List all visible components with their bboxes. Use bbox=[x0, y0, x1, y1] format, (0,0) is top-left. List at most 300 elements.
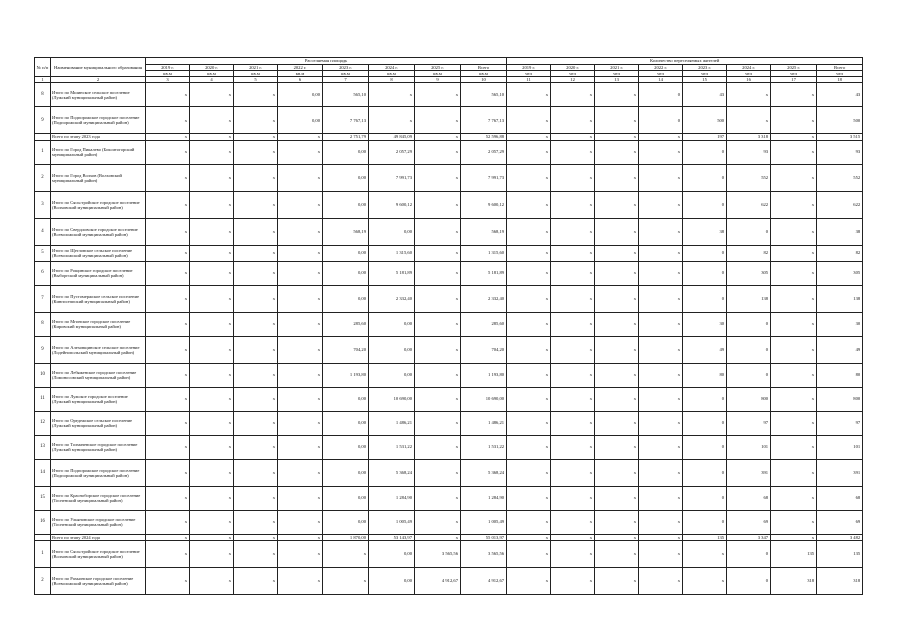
row-value: x bbox=[278, 459, 323, 486]
row-value: x bbox=[146, 534, 190, 540]
row-value: x bbox=[190, 107, 234, 134]
row-value: 800 bbox=[817, 387, 863, 411]
header-year: 2022 г. bbox=[639, 65, 683, 71]
row-value: x bbox=[639, 134, 683, 140]
row-value: 30 bbox=[817, 312, 863, 336]
header-column-number: 10 bbox=[461, 77, 507, 83]
header-column-number: 8 bbox=[369, 77, 415, 83]
row-index: 2 bbox=[35, 567, 51, 594]
row-value: 1 005,49 bbox=[369, 510, 415, 534]
header-year: 2025 г. bbox=[771, 65, 817, 71]
row-value: x bbox=[507, 140, 551, 164]
row-value: x bbox=[551, 510, 595, 534]
row-value: x bbox=[415, 534, 461, 540]
row-value: 0 bbox=[683, 486, 727, 510]
row-value: 43 bbox=[817, 83, 863, 107]
row-value: x bbox=[551, 245, 595, 261]
header-year: 2024 г. bbox=[369, 65, 415, 71]
row-value: x bbox=[146, 107, 190, 134]
row-name: Итого по Щегловское сельское поселение (Всеволожский муниципальный район) bbox=[51, 245, 146, 261]
row-value: x bbox=[507, 218, 551, 245]
row-value: 0,00 bbox=[369, 567, 415, 594]
row-value: x bbox=[146, 83, 190, 107]
header-column-number: 13 bbox=[595, 77, 639, 83]
row-value: x bbox=[639, 567, 683, 594]
row-value: x bbox=[595, 164, 639, 191]
row-value: x bbox=[369, 83, 415, 107]
row-value: x bbox=[595, 435, 639, 459]
header-year: 2020 г. bbox=[551, 65, 595, 71]
row-value: 7 991,73 bbox=[369, 164, 415, 191]
row-value: 68 bbox=[817, 486, 863, 510]
row-value: 3 318 bbox=[727, 134, 771, 140]
header-year: 2022 г. bbox=[278, 65, 323, 71]
row-name: Итого по Алеховщинское сельское поселение (Лодейнопольский муниципальный район) bbox=[51, 336, 146, 363]
header-year: 2024 г. bbox=[727, 65, 771, 71]
row-value: x bbox=[595, 218, 639, 245]
row-value: x bbox=[190, 534, 234, 540]
row-value: 1 284,90 bbox=[369, 486, 415, 510]
table-row bbox=[35, 540, 863, 567]
header-column-number: 14 bbox=[639, 77, 683, 83]
row-value: x bbox=[683, 540, 727, 567]
header-year: 2020 г. bbox=[190, 65, 234, 71]
row-index: 2 bbox=[35, 164, 51, 191]
row-value: x bbox=[595, 83, 639, 107]
row-value: 1 315,60 bbox=[369, 245, 415, 261]
row-value: x bbox=[190, 336, 234, 363]
row-index: 12 bbox=[35, 411, 51, 435]
row-value: 0 bbox=[683, 435, 727, 459]
row-name: Итого по Лебяженское городское поселение (Ломоносовский муниципальный район) bbox=[51, 363, 146, 387]
header-unit: чел bbox=[683, 71, 727, 77]
row-value: x bbox=[234, 336, 278, 363]
header-unit: чел bbox=[727, 71, 771, 77]
row-value: x bbox=[234, 459, 278, 486]
row-value: 391 bbox=[727, 459, 771, 486]
row-value: x bbox=[595, 459, 639, 486]
row-value: x bbox=[278, 435, 323, 459]
row-value: 10 690,00 bbox=[461, 387, 507, 411]
row-value: x bbox=[278, 567, 323, 594]
row-value: 0 bbox=[727, 336, 771, 363]
row-value: x bbox=[595, 285, 639, 312]
row-value: x bbox=[278, 363, 323, 387]
row-value: x bbox=[595, 107, 639, 134]
header-column-number: 5 bbox=[234, 77, 278, 83]
header-year: 2021 г. bbox=[595, 65, 639, 71]
row-value: 135 bbox=[683, 534, 727, 540]
row-value: 3 515 bbox=[817, 134, 863, 140]
row-value: x bbox=[771, 387, 817, 411]
row-value: x bbox=[551, 387, 595, 411]
row-value: 552 bbox=[727, 164, 771, 191]
row-value: x bbox=[771, 411, 817, 435]
row-value: 10 690,00 bbox=[369, 387, 415, 411]
row-index: 8 bbox=[35, 83, 51, 107]
row-value: 0 bbox=[727, 312, 771, 336]
row-value: x bbox=[727, 107, 771, 134]
row-value: x bbox=[415, 411, 461, 435]
header-unit: чел bbox=[771, 71, 817, 77]
row-value: x bbox=[595, 336, 639, 363]
row-value: x bbox=[323, 540, 369, 567]
header-unit: чел bbox=[507, 71, 551, 77]
row-value: x bbox=[190, 245, 234, 261]
row-value: 0 bbox=[683, 245, 727, 261]
row-value: 0 bbox=[683, 285, 727, 312]
row-value: x bbox=[146, 363, 190, 387]
row-value: 5 368,24 bbox=[461, 459, 507, 486]
row-value: 318 bbox=[817, 567, 863, 594]
row-value: x bbox=[551, 435, 595, 459]
row-value: 9 600,12 bbox=[369, 191, 415, 218]
header-column-number: 16 bbox=[727, 77, 771, 83]
row-value: x bbox=[639, 336, 683, 363]
row-value: 197 bbox=[683, 134, 727, 140]
row-value: x bbox=[551, 567, 595, 594]
header-unit: кв.м bbox=[369, 71, 415, 77]
row-value: x bbox=[234, 567, 278, 594]
row-value: x bbox=[190, 164, 234, 191]
row-value: 305 bbox=[727, 261, 771, 285]
table-body bbox=[35, 83, 863, 594]
row-value: x bbox=[639, 363, 683, 387]
row-value: x bbox=[234, 387, 278, 411]
row-value: x bbox=[771, 459, 817, 486]
row-value: 68 bbox=[727, 486, 771, 510]
header-unit: чел bbox=[817, 71, 863, 77]
header-column-number: 15 bbox=[683, 77, 727, 83]
header-year: Всего bbox=[817, 65, 863, 71]
header-year: 2021 г. bbox=[234, 65, 278, 71]
row-value: 1 486,21 bbox=[461, 411, 507, 435]
row-index: 1 bbox=[35, 540, 51, 567]
row-value: x bbox=[595, 567, 639, 594]
header-unit: кв.м bbox=[415, 71, 461, 77]
row-value: 0 bbox=[727, 218, 771, 245]
row-value: 0,00 bbox=[369, 363, 415, 387]
row-value: 1 005,49 bbox=[461, 510, 507, 534]
row-value: x bbox=[278, 191, 323, 218]
resettlement-table bbox=[34, 57, 863, 595]
row-value: x bbox=[234, 218, 278, 245]
row-value: x bbox=[551, 261, 595, 285]
row-value: 565,10 bbox=[461, 83, 507, 107]
row-value: x bbox=[639, 486, 683, 510]
row-value: x bbox=[639, 191, 683, 218]
row-value: x bbox=[278, 534, 323, 540]
header-people-group: Количество переселяемых жителей bbox=[507, 58, 863, 65]
row-index: 1 bbox=[35, 140, 51, 164]
row-value: x bbox=[190, 83, 234, 107]
row-value: 2 751,79 bbox=[323, 134, 369, 140]
row-name: Итого по Ульяновское городское поселение (Тосненский муниципальный район) bbox=[51, 510, 146, 534]
row-value: x bbox=[278, 336, 323, 363]
header-unit: чел bbox=[639, 71, 683, 77]
row-value: x bbox=[146, 387, 190, 411]
row-value: 38 bbox=[817, 218, 863, 245]
row-name: Итого по Подпорожское городское поселение (Подпорожский муниципальный район) bbox=[51, 459, 146, 486]
row-value: x bbox=[771, 285, 817, 312]
row-value: x bbox=[595, 510, 639, 534]
row-value: x bbox=[595, 540, 639, 567]
row-value: 69 bbox=[817, 510, 863, 534]
row-value: x bbox=[771, 510, 817, 534]
row-value: x bbox=[146, 245, 190, 261]
row-value: x bbox=[771, 164, 817, 191]
table-row bbox=[35, 83, 863, 107]
row-value: 0,00 bbox=[323, 459, 369, 486]
row-value: 1 193,80 bbox=[323, 363, 369, 387]
row-value: x bbox=[146, 134, 190, 140]
row-value: 1 531,22 bbox=[461, 435, 507, 459]
row-value: x bbox=[683, 567, 727, 594]
row-value: x bbox=[551, 459, 595, 486]
row-value: x bbox=[234, 164, 278, 191]
row-value: x bbox=[234, 486, 278, 510]
row-value: x bbox=[415, 164, 461, 191]
row-value: x bbox=[146, 459, 190, 486]
row-value: x bbox=[278, 218, 323, 245]
row-value: x bbox=[771, 107, 817, 134]
header-unit: чел bbox=[595, 71, 639, 77]
row-index: 3 bbox=[35, 191, 51, 218]
row-value: 1 870,00 bbox=[323, 534, 369, 540]
row-value: x bbox=[278, 245, 323, 261]
row-value: x bbox=[278, 140, 323, 164]
row-value: x bbox=[278, 510, 323, 534]
row-value: x bbox=[369, 107, 415, 134]
table-row bbox=[35, 336, 863, 363]
row-value: 0 bbox=[683, 411, 727, 435]
row-value: 0,00 bbox=[323, 285, 369, 312]
row-value: 49 845,09 bbox=[369, 134, 415, 140]
row-value: 800 bbox=[727, 387, 771, 411]
row-value: x bbox=[551, 191, 595, 218]
row-value: 565,10 bbox=[323, 83, 369, 107]
row-value: x bbox=[146, 191, 190, 218]
row-name: Итого по Сясьстройское городское поселение (Волховский муниципальный район) bbox=[51, 540, 146, 567]
row-index: 7 bbox=[35, 285, 51, 312]
header-area-group: Расселяемая площадь bbox=[146, 58, 507, 65]
row-value: x bbox=[190, 261, 234, 285]
row-value: x bbox=[507, 411, 551, 435]
row-value: x bbox=[190, 191, 234, 218]
row-value: x bbox=[415, 261, 461, 285]
row-value: x bbox=[507, 245, 551, 261]
row-value: 93 bbox=[727, 140, 771, 164]
row-value: 391 bbox=[817, 459, 863, 486]
row-value: 3 565,56 bbox=[415, 540, 461, 567]
row-value: 135 bbox=[771, 540, 817, 567]
row-value: x bbox=[415, 191, 461, 218]
row-value: x bbox=[146, 411, 190, 435]
row-value: x bbox=[278, 164, 323, 191]
row-value: x bbox=[278, 411, 323, 435]
row-value: 1 284,90 bbox=[461, 486, 507, 510]
row-value: x bbox=[507, 540, 551, 567]
row-value: 82 bbox=[817, 245, 863, 261]
row-value: 0,00 bbox=[323, 411, 369, 435]
row-value: x bbox=[234, 107, 278, 134]
row-value: x bbox=[234, 285, 278, 312]
row-index: 16 bbox=[35, 510, 51, 534]
header-year: 2019 г. bbox=[507, 65, 551, 71]
row-value: x bbox=[727, 83, 771, 107]
row-value: x bbox=[639, 510, 683, 534]
row-name: Итого по Красноборское городское поселение (Тосненский муниципальный район) bbox=[51, 486, 146, 510]
row-value: 0 bbox=[683, 387, 727, 411]
header-unit: кв.м bbox=[278, 71, 323, 77]
row-value: x bbox=[234, 261, 278, 285]
row-value: x bbox=[146, 285, 190, 312]
row-value: 43 bbox=[683, 83, 727, 107]
row-value: x bbox=[639, 140, 683, 164]
row-name: Итого по Оредежское сельское поселение (Лужский муниципальный район) bbox=[51, 411, 146, 435]
row-value: 0,00 bbox=[369, 218, 415, 245]
row-value: 69 bbox=[727, 510, 771, 534]
row-value: 0,00 bbox=[278, 107, 323, 134]
header-column-number: 3 bbox=[146, 77, 190, 83]
row-value: x bbox=[771, 363, 817, 387]
table-row bbox=[35, 107, 863, 134]
row-value: 0 bbox=[683, 164, 727, 191]
row-value: x bbox=[595, 245, 639, 261]
row-value: 500 bbox=[683, 107, 727, 134]
row-value: 318 bbox=[771, 567, 817, 594]
row-value: 622 bbox=[727, 191, 771, 218]
table-row bbox=[35, 285, 863, 312]
row-value: x bbox=[278, 312, 323, 336]
row-value: x bbox=[551, 336, 595, 363]
row-value: x bbox=[771, 435, 817, 459]
row-value: x bbox=[507, 435, 551, 459]
row-value: 82 bbox=[727, 245, 771, 261]
row-value: x bbox=[595, 363, 639, 387]
row-value: 101 bbox=[727, 435, 771, 459]
row-value: x bbox=[190, 218, 234, 245]
row-index: 13 bbox=[35, 435, 51, 459]
header-column-number: 18 bbox=[817, 77, 863, 83]
row-value: 49 bbox=[817, 336, 863, 363]
row-value: x bbox=[190, 411, 234, 435]
row-value: x bbox=[234, 411, 278, 435]
row-value: x bbox=[234, 245, 278, 261]
row-value: x bbox=[278, 261, 323, 285]
row-value: x bbox=[771, 534, 817, 540]
row-value: x bbox=[551, 285, 595, 312]
row-index: 4 bbox=[35, 218, 51, 245]
row-value: x bbox=[771, 140, 817, 164]
row-value: 49 bbox=[683, 336, 727, 363]
row-value: x bbox=[415, 140, 461, 164]
row-name: Итого по Мгинское городское поселение (Кировский муниципальный район) bbox=[51, 312, 146, 336]
row-value: 0,00 bbox=[369, 540, 415, 567]
row-name: Итого по Рахьинское городское поселение (Всеволожский муниципальный район) bbox=[51, 567, 146, 594]
row-value: 0,00 bbox=[278, 83, 323, 107]
row-value: x bbox=[507, 363, 551, 387]
row-value: x bbox=[146, 567, 190, 594]
row-value: 135 bbox=[817, 540, 863, 567]
header-year: 2025 г. bbox=[415, 65, 461, 71]
table-row bbox=[35, 363, 863, 387]
row-value: x bbox=[639, 540, 683, 567]
table-row bbox=[35, 387, 863, 411]
header-name: Наименование муниципального образования bbox=[51, 58, 146, 77]
row-value: x bbox=[507, 83, 551, 107]
row-value: x bbox=[551, 164, 595, 191]
row-value: x bbox=[234, 312, 278, 336]
header-unit: чел bbox=[551, 71, 595, 77]
row-value: 97 bbox=[817, 411, 863, 435]
row-value: x bbox=[551, 363, 595, 387]
row-value: x bbox=[771, 312, 817, 336]
row-value: x bbox=[507, 134, 551, 140]
row-value: 3 347 bbox=[727, 534, 771, 540]
row-value: x bbox=[234, 83, 278, 107]
row-value: 0 bbox=[683, 261, 727, 285]
row-value: x bbox=[639, 387, 683, 411]
row-name: Итого по Рощинское городское поселение (Выборгский муниципальный район) bbox=[51, 261, 146, 285]
row-value: 704,20 bbox=[323, 336, 369, 363]
row-value: x bbox=[771, 336, 817, 363]
header-unit: кв.м bbox=[190, 71, 234, 77]
row-value: 0,00 bbox=[323, 387, 369, 411]
table-row bbox=[35, 567, 863, 594]
row-value: x bbox=[595, 191, 639, 218]
row-value: x bbox=[415, 336, 461, 363]
row-value: 622 bbox=[817, 191, 863, 218]
row-value: x bbox=[234, 140, 278, 164]
row-value: x bbox=[551, 107, 595, 134]
row-value: 2 057,29 bbox=[369, 140, 415, 164]
row-value: x bbox=[639, 312, 683, 336]
table-row bbox=[35, 435, 863, 459]
row-value: x bbox=[415, 387, 461, 411]
header-unit: кв.м bbox=[234, 71, 278, 77]
header-column-number: 11 bbox=[507, 77, 551, 83]
row-value: 0 bbox=[639, 107, 683, 134]
row-value: x bbox=[507, 191, 551, 218]
row-value: x bbox=[415, 363, 461, 387]
row-value: x bbox=[507, 459, 551, 486]
row-value: 305 bbox=[817, 261, 863, 285]
row-value: x bbox=[190, 387, 234, 411]
row-value: 0,00 bbox=[323, 191, 369, 218]
row-value: x bbox=[415, 312, 461, 336]
row-value: x bbox=[415, 459, 461, 486]
row-value: x bbox=[507, 534, 551, 540]
row-value: 0 bbox=[639, 83, 683, 107]
row-name: Итого по Сясьстройское городское поселение (Волховский муниципальный район) bbox=[51, 191, 146, 218]
row-value: x bbox=[551, 218, 595, 245]
row-value: 55 013,97 bbox=[461, 534, 507, 540]
row-value: 0,00 bbox=[323, 245, 369, 261]
row-value: x bbox=[146, 140, 190, 164]
table-row bbox=[35, 510, 863, 534]
row-value: 2 332,40 bbox=[369, 285, 415, 312]
row-index: 8 bbox=[35, 312, 51, 336]
row-value: 80 bbox=[683, 363, 727, 387]
header-year: 2023 г. bbox=[683, 65, 727, 71]
row-value: 0,00 bbox=[323, 510, 369, 534]
row-value: x bbox=[507, 261, 551, 285]
row-value: x bbox=[771, 191, 817, 218]
row-value: x bbox=[507, 567, 551, 594]
row-name: Итого по Подпорожское городское поселение (Подпорожский муниципальный район) bbox=[51, 107, 146, 134]
row-value: x bbox=[551, 134, 595, 140]
